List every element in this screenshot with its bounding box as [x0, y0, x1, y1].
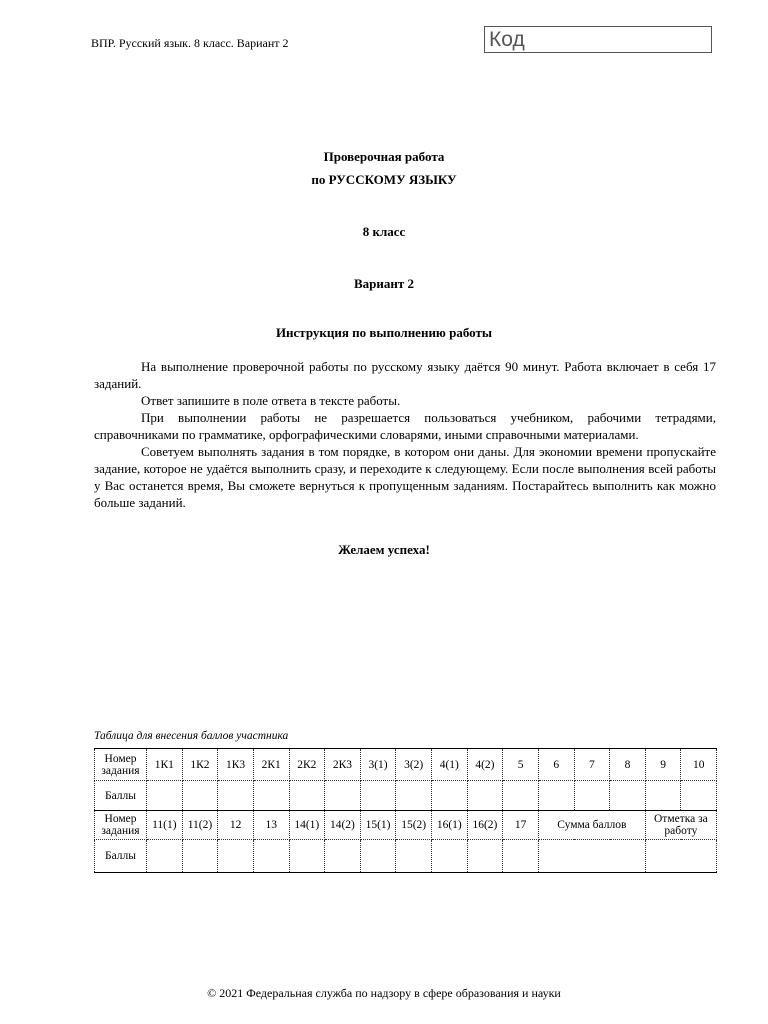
instruction-paragraph: При выполнении работы не разрешается пользоваться учебником, рабочими тетрадями, справочниками по грамматике, орфографическими словарями, иными справочными материалами.	[94, 410, 716, 442]
score-cell[interactable]	[574, 781, 610, 811]
task-number-cell: 4(1)	[432, 749, 468, 781]
table-caption: Таблица для внесения баллов участника	[94, 730, 289, 742]
table-row-scores-1	[95, 781, 717, 811]
score-cell[interactable]	[396, 840, 432, 873]
task-number-cell: 8	[610, 749, 646, 781]
score-cell[interactable]	[289, 781, 325, 811]
score-cell[interactable]	[253, 840, 289, 873]
sum-score-cell[interactable]	[538, 840, 645, 873]
score-cell[interactable]	[432, 781, 468, 811]
task-number-cell: 12	[218, 811, 254, 840]
table-row-numbers-1	[95, 749, 717, 781]
score-cell[interactable]	[182, 840, 218, 873]
instruction-heading: Инструкция по выполнению работы	[275, 325, 493, 340]
score-cell[interactable]	[645, 781, 681, 811]
score-cell[interactable]	[360, 840, 396, 873]
score-table	[94, 748, 717, 873]
score-cell[interactable]	[182, 781, 218, 811]
table-row-scores-2	[95, 840, 717, 873]
score-cell[interactable]	[503, 840, 539, 873]
score-cell[interactable]	[147, 840, 183, 873]
task-number-cell: 10	[681, 749, 717, 781]
task-number-cell: 3(1)	[360, 749, 396, 781]
score-cell[interactable]	[325, 840, 361, 873]
score-cell[interactable]	[503, 781, 539, 811]
task-number-cell: 2К1	[253, 749, 289, 781]
task-number-cell: 5	[503, 749, 539, 781]
instruction-paragraph: Советуем выполнять задания в том порядке, в котором они даны. Для экономии времени пропускайте задание, которое не удаётся выполнить сразу, и переходите к следующему. Если после выполнения всей работы у Вас останется время, Вы сможете вернуться к пропущенным заданиям. Постарайтесь выполнить как можно больше заданий.	[94, 444, 716, 510]
score-cell[interactable]	[467, 781, 503, 811]
score-cell[interactable]	[538, 781, 574, 811]
instruction-paragraph: На выполнение проверочной работы по русскому языку даётся 90 минут. Работа включает в себя 17 заданий.	[94, 359, 716, 391]
grade-heading: 8 класс	[362, 224, 406, 239]
score-cell[interactable]	[610, 781, 646, 811]
task-number-cell: 2К2	[289, 749, 325, 781]
task-number-cell: 1К3	[218, 749, 254, 781]
title-line-2: по РУССКОМУ ЯЗЫКУ	[311, 172, 457, 187]
task-number-cell: 17	[503, 811, 539, 840]
score-cell[interactable]	[396, 781, 432, 811]
score-cell[interactable]	[432, 840, 468, 873]
score-cell[interactable]	[253, 781, 289, 811]
sum-label-cell: Сумма баллов	[538, 811, 645, 840]
score-cell[interactable]	[325, 781, 361, 811]
task-number-cell: 9	[645, 749, 681, 781]
task-number-cell: 14(1)	[289, 811, 325, 840]
score-cell[interactable]	[218, 781, 254, 811]
score-cell[interactable]	[681, 781, 717, 811]
mark-score-cell[interactable]	[645, 840, 716, 873]
task-number-cell: 2К3	[325, 749, 361, 781]
good-luck-text: Желаем успеха!	[338, 542, 430, 557]
instruction-body	[94, 358, 716, 511]
task-number-cell: 11(1)	[147, 811, 183, 840]
row-label-number: Номер задания	[95, 749, 147, 781]
task-number-cell: 15(2)	[396, 811, 432, 840]
task-number-cell: 15(1)	[360, 811, 396, 840]
score-cell[interactable]	[360, 781, 396, 811]
task-number-cell: 1К1	[147, 749, 183, 781]
row-label-score: Баллы	[95, 781, 147, 811]
score-cell[interactable]	[218, 840, 254, 873]
task-number-cell: 7	[574, 749, 610, 781]
row-label-number: Номер задания	[95, 811, 147, 840]
task-number-cell: 13	[253, 811, 289, 840]
task-number-cell: 4(2)	[467, 749, 503, 781]
header-document-title: ВПР. Русский язык. 8 класс. Вариант 2	[91, 36, 289, 50]
task-number-cell: 1К2	[182, 749, 218, 781]
task-number-cell: 14(2)	[325, 811, 361, 840]
task-number-cell: 16(2)	[467, 811, 503, 840]
task-number-cell: 11(2)	[182, 811, 218, 840]
row-label-score: Баллы	[95, 840, 147, 873]
code-input-box[interactable]: Код	[484, 26, 712, 53]
score-cell[interactable]	[289, 840, 325, 873]
task-number-cell: 16(1)	[432, 811, 468, 840]
title-line-1: Проверочная работа	[323, 149, 445, 164]
variant-heading: Вариант 2	[353, 276, 415, 291]
task-number-cell: 3(2)	[396, 749, 432, 781]
score-cell[interactable]	[147, 781, 183, 811]
score-cell[interactable]	[467, 840, 503, 873]
footer-copyright: © 2021 Федеральная служба по надзору в сфере образования и науки	[207, 986, 561, 1000]
mark-label-cell: Отметка за работу	[645, 811, 716, 840]
task-number-cell: 6	[538, 749, 574, 781]
instruction-paragraph: Ответ запишите в поле ответа в тексте работы.	[141, 393, 401, 408]
table-row-numbers-2	[95, 811, 717, 840]
